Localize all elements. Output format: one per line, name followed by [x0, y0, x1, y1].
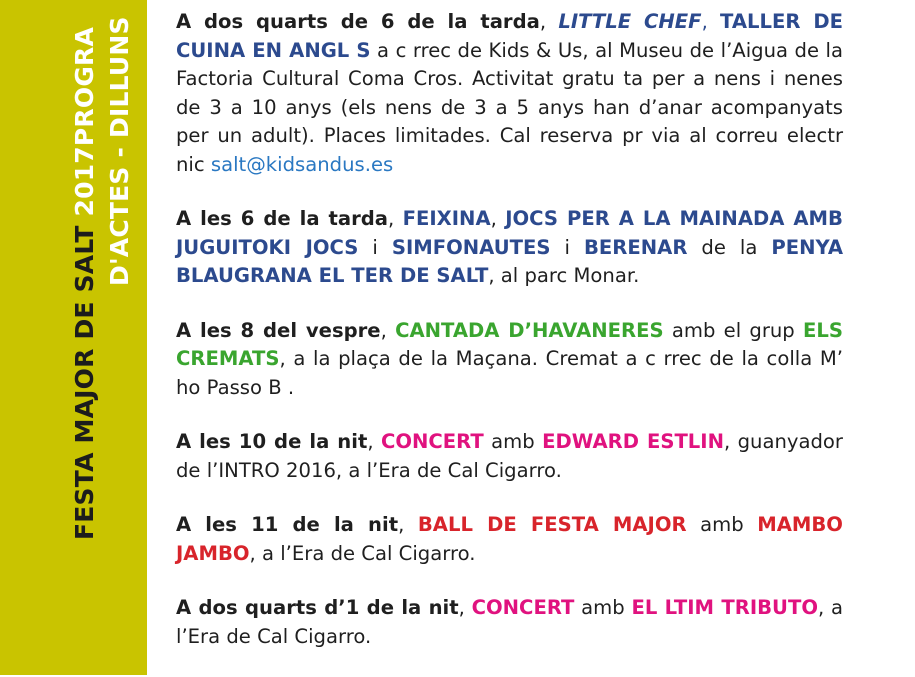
event-description: , al parc Monar.	[488, 264, 640, 287]
event-description: , a l’Era de Cal Cigarro.	[176, 596, 843, 648]
event-title: LITTLE CHEF	[558, 10, 702, 33]
event-title: ELS CREMATS	[176, 318, 843, 370]
sidebar-band	[0, 0, 147, 675]
event-entry-5	[176, 511, 843, 568]
event-sep: ,	[398, 513, 418, 536]
event-title: FEIXINA	[402, 207, 491, 230]
event-sep: ,	[539, 10, 559, 33]
event-description: , guanyador de l’INTRO 2016, a l’Era de Cal Cigarro.	[176, 430, 843, 482]
event-sep: i	[550, 235, 584, 259]
vertical-title-festa: FESTA MAJOR DE SALT	[70, 216, 99, 540]
event-sep: amb	[574, 596, 632, 619]
event-time: A les 6 de la tarda	[176, 207, 388, 230]
event-title: CONCERT	[471, 596, 575, 619]
event-title: JOCS PER A LA MAINADA AMB JUGUITOKI JOCS	[176, 207, 843, 259]
vertical-subtitle: D'ACTES - DILLUNS	[105, 16, 134, 286]
event-time: A dos quarts d’1 de la nit	[176, 596, 459, 619]
event-title: SIMFONAUTES	[391, 235, 551, 259]
event-sep: amb el grup	[663, 318, 804, 342]
event-time: A les 8 del vespre	[176, 318, 381, 342]
event-entry-1	[176, 8, 843, 179]
event-time: A les 11 de la nit	[176, 513, 399, 536]
event-title: MAMBO JAMBO	[176, 513, 843, 565]
email-link[interactable]: salt@kidsandus.es	[210, 152, 394, 176]
event-description: , a la plaça de la Maçana. Cremat a c rrec de la colla M’ ho Passo B .	[176, 347, 843, 399]
event-entry-6	[176, 594, 843, 651]
event-sep: i	[358, 235, 392, 259]
event-sep: ,	[701, 10, 721, 33]
event-title: CANTADA D’HAVANERES	[395, 318, 664, 342]
event-title: CONCERT	[380, 430, 484, 453]
event-title: EL LTIM TRIBUTO	[631, 596, 818, 619]
event-title: TALLER DE CUINA EN ANGL S	[176, 10, 843, 62]
program-text	[176, 8, 843, 677]
event-description: a c rrec de Kids & Us, al Museu de l’Aigua de la Factoria Cultural Coma Cros. Activitat gratu ta per a nens i nenes de 3 a 10 anys (els nens de 3 a 5 anys han d’anar acompanyats per un adult). Places limitades. Cal reserva pr via al correu electr nic	[176, 38, 843, 176]
event-entry-4	[176, 428, 843, 485]
event-sep: amb	[686, 513, 758, 536]
event-sep: ,	[458, 596, 472, 619]
event-entry-3	[176, 317, 843, 403]
event-sep: amb	[483, 430, 543, 453]
event-time: A les 10 de la nit	[176, 430, 368, 453]
vertical-title-progra: PROGRA	[70, 26, 99, 147]
event-title: BALL DE FESTA MAJOR	[417, 513, 687, 536]
event-sep: ,	[380, 318, 396, 342]
event-entry-2	[176, 205, 843, 291]
vertical-title-year: 2017	[70, 146, 99, 217]
event-sep: de la	[687, 235, 772, 259]
event-time: A dos quarts de 6 de la tarda	[176, 10, 540, 33]
event-title: BERENAR	[583, 235, 688, 259]
event-sep: ,	[388, 207, 403, 230]
event-description: , a l’Era de Cal Cigarro.	[249, 541, 476, 565]
event-sep: ,	[367, 430, 381, 453]
event-title: PENYA BLAUGRANA EL TER DE SALT	[176, 235, 843, 287]
vertical-title	[72, 27, 97, 540]
event-title: EDWARD ESTLIN	[542, 430, 724, 453]
event-sep: ,	[490, 207, 506, 230]
